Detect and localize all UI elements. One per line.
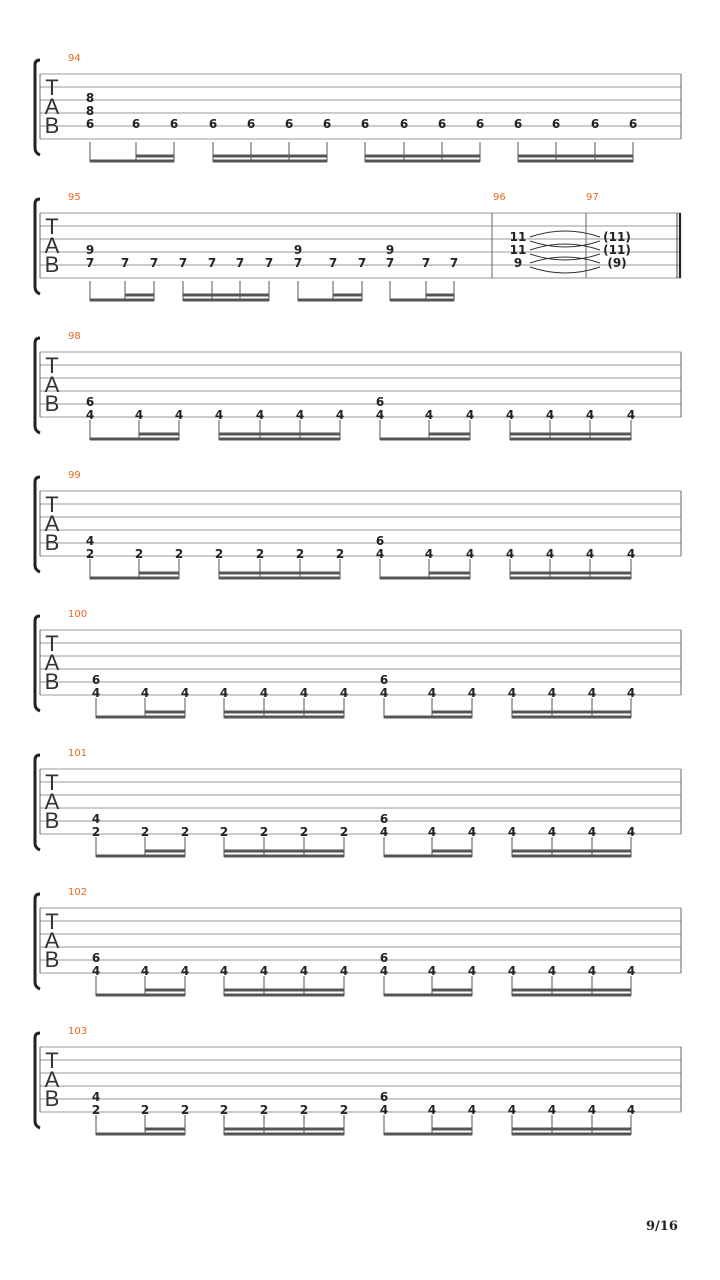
fret-number: (11)	[603, 230, 631, 244]
tab-clef-letter: T	[45, 353, 59, 378]
fret-number: 6	[208, 117, 218, 131]
tab-system	[35, 331, 681, 440]
fret-number: 4	[424, 547, 434, 561]
fret-number: 2	[259, 825, 269, 839]
fret-number: 4	[91, 964, 101, 978]
fret-number: (9)	[607, 256, 627, 270]
fret-number: 4	[626, 1103, 636, 1117]
fret-number: 4	[507, 825, 517, 839]
fret-number: 2	[299, 1103, 309, 1117]
fret-number: 4	[85, 408, 95, 422]
fret-number: 4	[626, 547, 636, 561]
fret-number: 11	[509, 230, 527, 244]
tab-system	[35, 609, 681, 718]
fret-number: 7	[85, 256, 95, 270]
tab-clef-letter: A	[44, 511, 60, 536]
tab-clef-letter: B	[44, 391, 60, 416]
fret-number: 4	[507, 1103, 517, 1117]
fret-number: 2	[85, 547, 95, 561]
fret-number: 7	[178, 256, 188, 270]
fret-number: 4	[626, 408, 636, 422]
fret-number: 2	[295, 547, 305, 561]
fret-number: 6	[360, 117, 370, 131]
fret-number: 7	[264, 256, 274, 270]
fret-number: 7	[207, 256, 217, 270]
fret-number: 4	[379, 686, 389, 700]
fret-number: 4	[467, 825, 477, 839]
fret-number: 7	[328, 256, 338, 270]
fret-number: 4	[587, 825, 597, 839]
fret-number: 2	[335, 547, 345, 561]
tab-system	[35, 192, 681, 301]
fret-number: 4	[91, 686, 101, 700]
fret-number: 6	[437, 117, 447, 131]
fret-number: 4	[91, 1090, 101, 1104]
tab-clef-letter: A	[44, 233, 60, 258]
tab-clef-letter: T	[45, 1048, 59, 1073]
fret-number: 4	[219, 686, 229, 700]
tab-system	[35, 887, 681, 996]
fret-number: 7	[149, 256, 159, 270]
fret-number: 4	[467, 1103, 477, 1117]
fret-number: 4	[467, 686, 477, 700]
fret-number: 4	[547, 825, 557, 839]
measure-number: 99	[68, 470, 81, 481]
tab-clef-letter: B	[44, 808, 60, 833]
fret-number: 7	[421, 256, 431, 270]
fret-number: 4	[427, 1103, 437, 1117]
fret-number: 2	[180, 1103, 190, 1117]
fret-number: 6	[513, 117, 523, 131]
tab-clef-letter: T	[45, 492, 59, 517]
tab-clef-letter: T	[45, 214, 59, 239]
fret-number: 2	[219, 825, 229, 839]
tie-curve	[530, 267, 600, 273]
tab-system	[35, 470, 681, 579]
fret-number: 4	[379, 1103, 389, 1117]
fret-number: 4	[626, 825, 636, 839]
fret-number: 4	[626, 686, 636, 700]
tab-clef-letter: B	[44, 1086, 60, 1111]
fret-number: 4	[585, 408, 595, 422]
measure-number: 96	[493, 192, 506, 203]
fret-number: 4	[587, 964, 597, 978]
fret-number: 7	[385, 256, 395, 270]
fret-number: 6	[379, 951, 389, 965]
fret-number: 2	[174, 547, 184, 561]
fret-number: 4	[587, 686, 597, 700]
tab-system	[35, 53, 681, 162]
fret-number: 4	[424, 408, 434, 422]
fret-number: 11	[509, 243, 527, 257]
fret-number: 8	[85, 91, 95, 105]
fret-number: 7	[293, 256, 303, 270]
fret-number: 4	[180, 686, 190, 700]
fret-number: 4	[134, 408, 144, 422]
fret-number: 4	[547, 686, 557, 700]
measure-number: 100	[68, 609, 88, 620]
fret-number: 4	[427, 825, 437, 839]
tab-system	[35, 1026, 681, 1135]
fret-number: 4	[85, 534, 95, 548]
fret-number: 6	[375, 395, 385, 409]
system-bracket	[35, 616, 40, 711]
tab-clef-letter: T	[45, 75, 59, 100]
fret-number: 4	[174, 408, 184, 422]
fret-number: 9	[385, 243, 395, 257]
tab-clef-letter: B	[44, 113, 60, 138]
measure-number: 97	[586, 192, 599, 203]
fret-number: 6	[91, 673, 101, 687]
fret-number: 7	[120, 256, 130, 270]
fret-number: 4	[180, 964, 190, 978]
fret-number: 4	[379, 964, 389, 978]
fret-number: 2	[91, 1103, 101, 1117]
fret-number: 4	[467, 964, 477, 978]
tab-clef-letter: T	[45, 770, 59, 795]
fret-number: 4	[547, 1103, 557, 1117]
measure-number: 94	[68, 53, 81, 64]
tie-curve	[530, 231, 600, 237]
fret-number: 8	[85, 104, 95, 118]
fret-number: 4	[465, 408, 475, 422]
fret-number: 4	[255, 408, 265, 422]
measure-number: 98	[68, 331, 81, 342]
fret-number: 6	[246, 117, 256, 131]
tab-clef-letter: A	[44, 650, 60, 675]
tab-clef-letter: A	[44, 928, 60, 953]
tab-clef-letter: A	[44, 94, 60, 119]
fret-number: 4	[91, 812, 101, 826]
fret-number: 6	[399, 117, 409, 131]
fret-number: 9	[85, 243, 95, 257]
measure-number: 95	[68, 192, 81, 203]
fret-number: 2	[214, 547, 224, 561]
tab-clef-letter: T	[45, 909, 59, 934]
page-number: 9/16	[646, 1219, 678, 1234]
fret-number: 6	[85, 395, 95, 409]
fret-number: (11)	[603, 243, 631, 257]
fret-number: 4	[505, 408, 515, 422]
system-bracket	[35, 60, 40, 155]
fret-number: 4	[545, 547, 555, 561]
fret-number: 4	[465, 547, 475, 561]
fret-number: 4	[259, 686, 269, 700]
fret-number: 6	[628, 117, 638, 131]
measure-number: 102	[68, 887, 88, 898]
fret-number: 2	[255, 547, 265, 561]
fret-number: 7	[449, 256, 459, 270]
fret-number: 9	[293, 243, 303, 257]
fret-number: 4	[140, 964, 150, 978]
tab-clef-letter: B	[44, 947, 60, 972]
fret-number: 4	[585, 547, 595, 561]
fret-number: 4	[259, 964, 269, 978]
fret-number: 4	[427, 964, 437, 978]
fret-number: 2	[339, 1103, 349, 1117]
fret-number: 6	[375, 534, 385, 548]
fret-number: 2	[140, 1103, 150, 1117]
fret-number: 2	[134, 547, 144, 561]
fret-number: 9	[513, 256, 523, 270]
fret-number: 4	[545, 408, 555, 422]
tab-clef-letter: B	[44, 530, 60, 555]
fret-number: 4	[295, 408, 305, 422]
fret-number: 7	[357, 256, 367, 270]
fret-number: 4	[505, 547, 515, 561]
tab-clef-letter: B	[44, 252, 60, 277]
fret-number: 4	[214, 408, 224, 422]
fret-number: 4	[140, 686, 150, 700]
fret-number: 6	[169, 117, 179, 131]
system-bracket	[35, 199, 40, 294]
fret-number: 4	[299, 686, 309, 700]
tab-clef-letter: A	[44, 1067, 60, 1092]
tab-clef-letter: A	[44, 789, 60, 814]
tab-system	[35, 748, 681, 857]
fret-number: 4	[587, 1103, 597, 1117]
fret-number: 2	[140, 825, 150, 839]
fret-number: 6	[91, 951, 101, 965]
fret-number: 2	[91, 825, 101, 839]
fret-number: 6	[379, 812, 389, 826]
fret-number: 4	[547, 964, 557, 978]
tab-clef-letter: A	[44, 372, 60, 397]
fret-number: 4	[507, 686, 517, 700]
fret-number: 6	[85, 117, 95, 131]
fret-number: 6	[379, 673, 389, 687]
fret-number: 2	[180, 825, 190, 839]
fret-number: 4	[299, 964, 309, 978]
fret-number: 4	[375, 408, 385, 422]
system-bracket	[35, 755, 40, 850]
fret-number: 4	[507, 964, 517, 978]
fret-number: 4	[626, 964, 636, 978]
measure-number: 101	[68, 748, 88, 759]
fret-number: 4	[375, 547, 385, 561]
fret-number: 6	[322, 117, 332, 131]
tab-clef-letter: B	[44, 669, 60, 694]
system-bracket	[35, 894, 40, 989]
fret-number: 6	[590, 117, 600, 131]
fret-number: 6	[379, 1090, 389, 1104]
fret-number: 2	[259, 1103, 269, 1117]
fret-number: 6	[284, 117, 294, 131]
fret-number: 4	[379, 825, 389, 839]
fret-number: 7	[235, 256, 245, 270]
fret-number: 4	[335, 408, 345, 422]
tab-clef-letter: T	[45, 631, 59, 656]
fret-number: 6	[475, 117, 485, 131]
fret-number: 2	[339, 825, 349, 839]
system-bracket	[35, 477, 40, 572]
fret-number: 6	[551, 117, 561, 131]
fret-number: 4	[219, 964, 229, 978]
fret-number: 4	[339, 964, 349, 978]
fret-number: 4	[339, 686, 349, 700]
measure-number: 103	[68, 1026, 88, 1037]
fret-number: 6	[131, 117, 141, 131]
system-bracket	[35, 1033, 40, 1128]
fret-number: 4	[427, 686, 437, 700]
fret-number: 2	[299, 825, 309, 839]
system-bracket	[35, 338, 40, 433]
fret-number: 2	[219, 1103, 229, 1117]
